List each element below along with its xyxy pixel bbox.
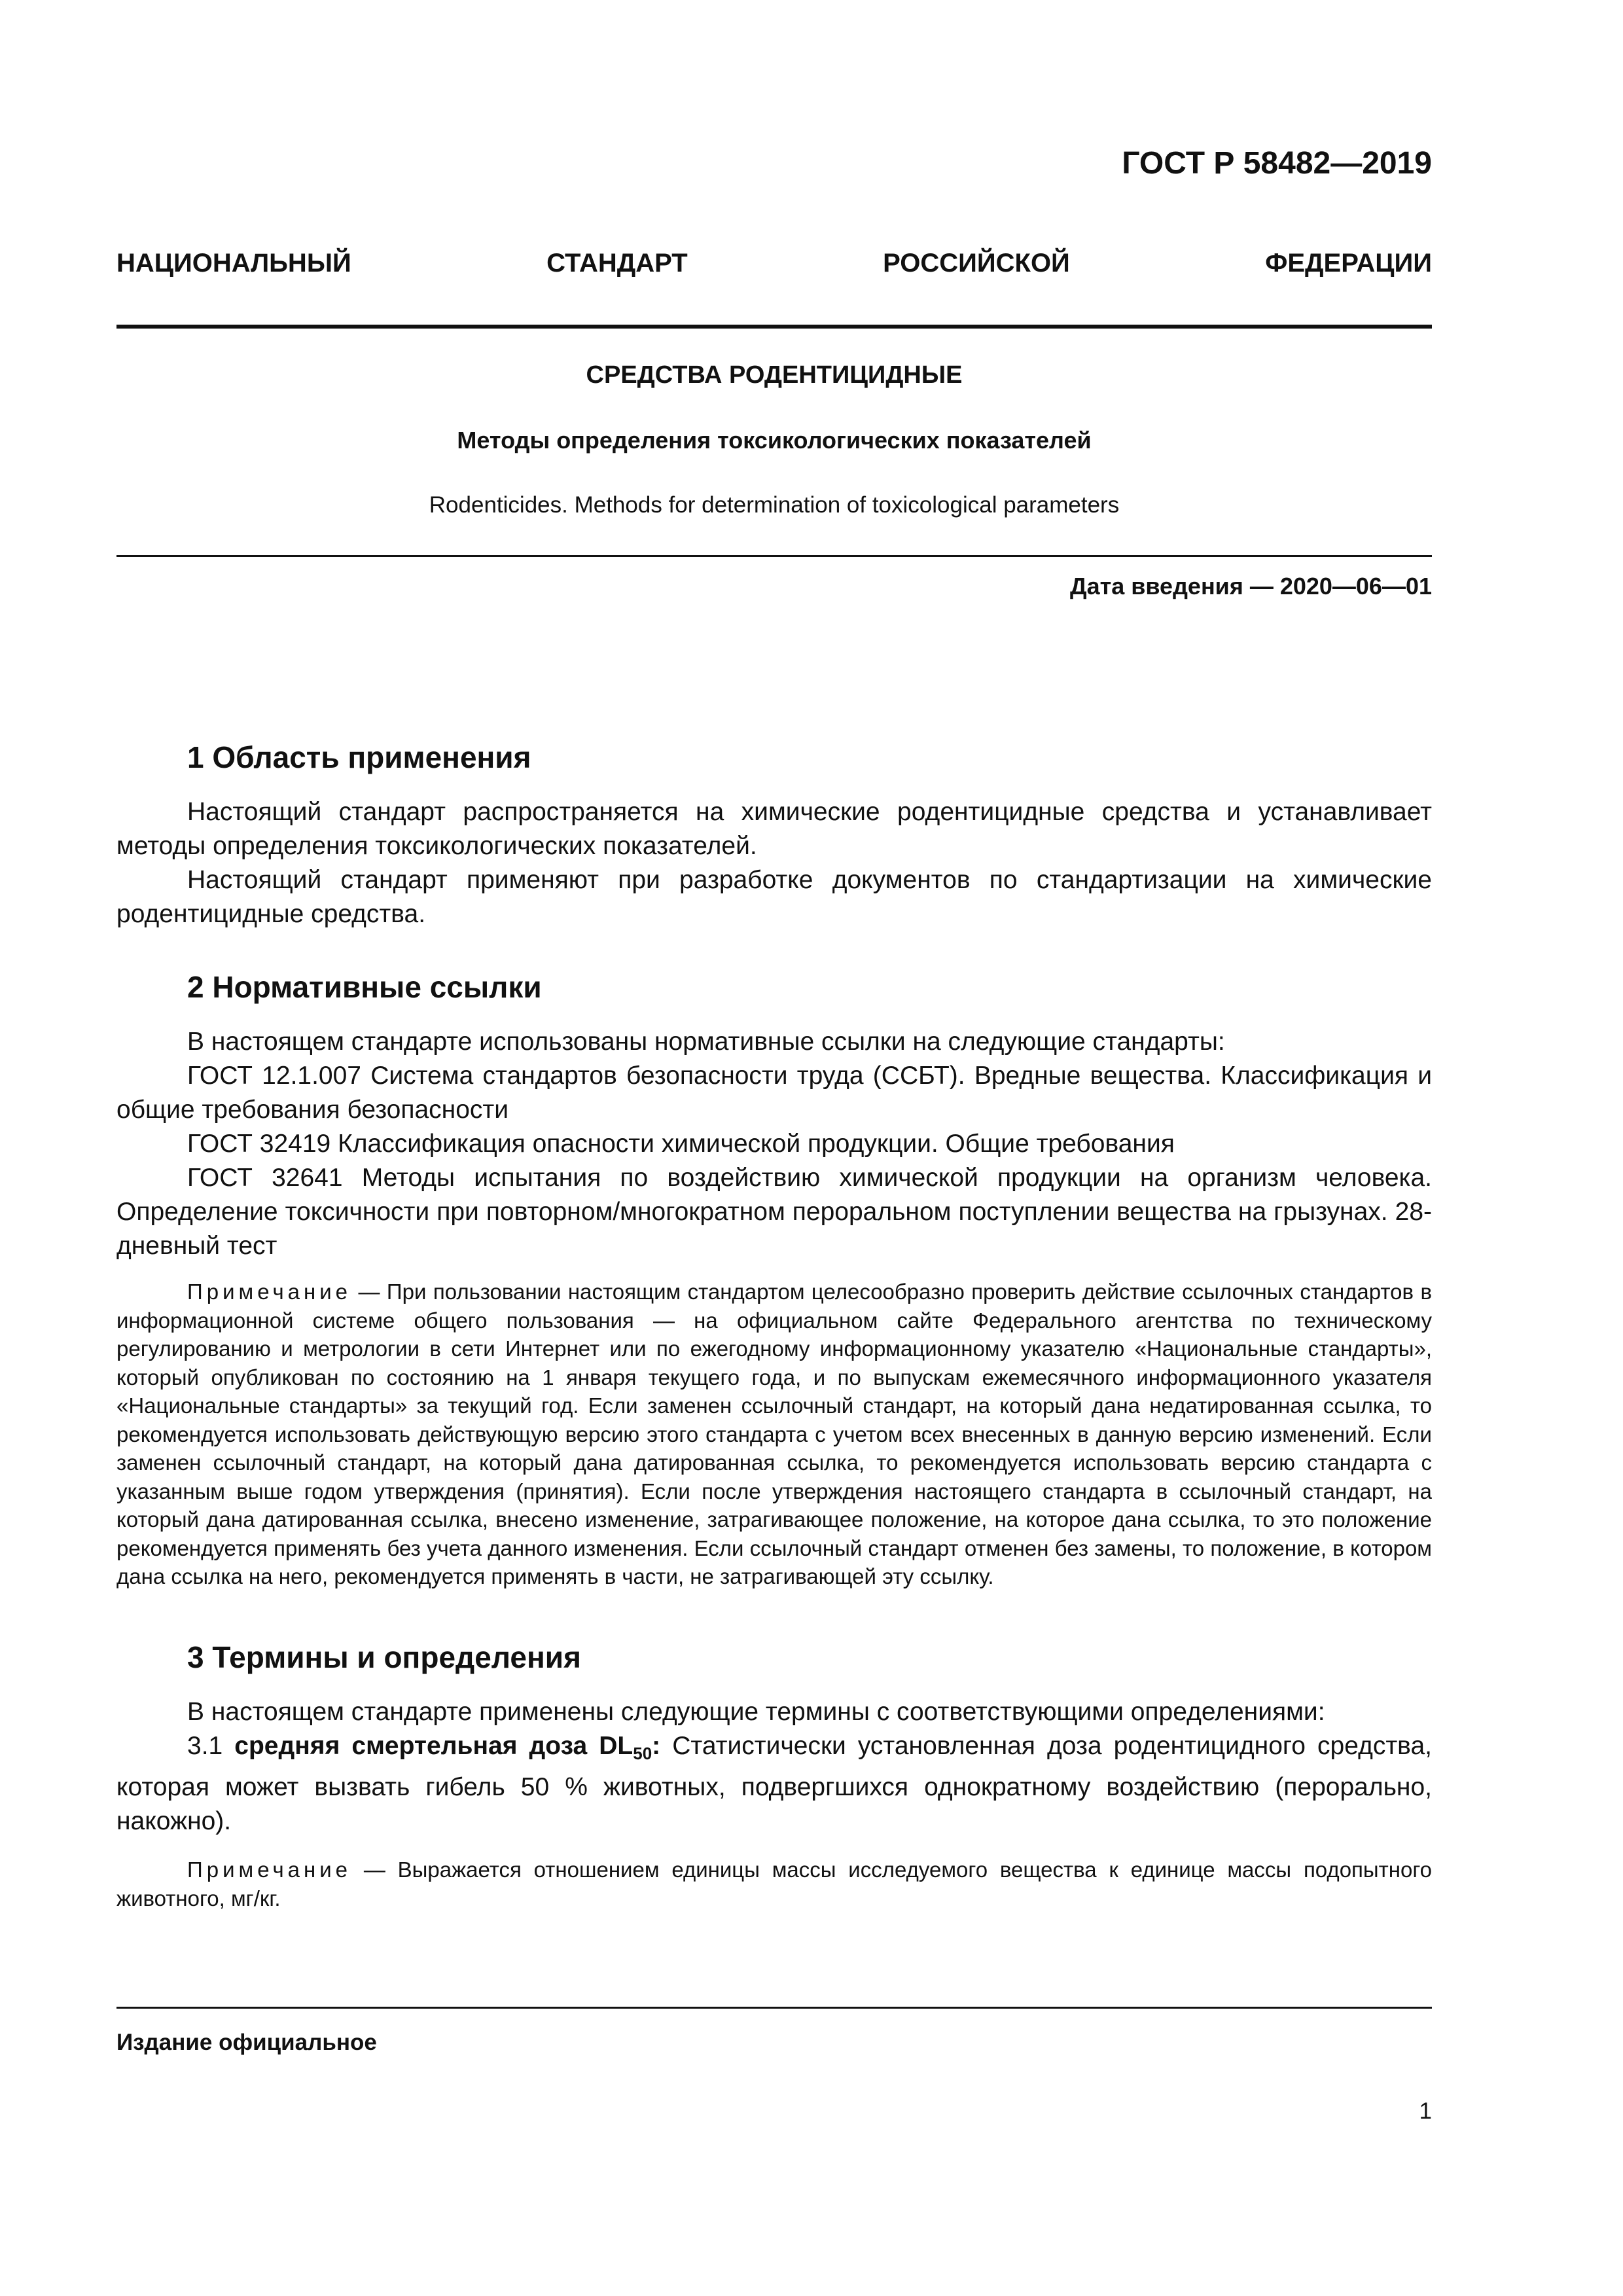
document-subtitle: Методы определения токсикологических показателей (457, 427, 1092, 454)
document-title: СРЕДСТВА РОДЕНТИЦИДНЫЕ (586, 361, 963, 389)
section-heading: 1 Область применения (187, 740, 531, 774)
paragraph: Настоящий стандарт применяют при разработке документов по стандартизации на химические родентицидные средства. (116, 866, 1432, 929)
note-label: Примечание (187, 1280, 352, 1304)
section-scope (116, 740, 1432, 931)
paragraph: В настоящем стандарте применены следующие термины с соответствующими определениями: (187, 1698, 1325, 1727)
note-label: Примечание (187, 1857, 352, 1882)
section-heading: 3 Термины и определения (187, 1640, 581, 1674)
page-number: 1 (1419, 2098, 1432, 2124)
title-divider (116, 555, 1432, 557)
note (116, 1856, 1432, 1912)
section-heading: 2 Нормативные ссылки (187, 970, 542, 1005)
paragraph: Настоящий стандарт распространяется на химические родентицидные средства и устанавливает методы определения токсикологических показателей. (116, 798, 1432, 861)
introduction-date: Дата введения — 2020—06—01 (1069, 573, 1432, 600)
footer-divider (116, 2007, 1432, 2009)
document-title-english: Rodenticides. Methods for determination of toxicological parameters (429, 492, 1120, 518)
gost-number: ГОСТ Р 58482—2019 (1122, 146, 1432, 181)
reference-item: ГОСТ 12.1.007 Система стандартов безопасности труда (ССБТ). Вредные вещества. Классификация и общие требования безопасности (116, 1062, 1432, 1124)
term-colon: : (652, 1732, 661, 1761)
note (116, 1278, 1432, 1591)
term-definition-text: Статистически установленная доза родентицидного средства, которая может вызвать гибель 50 % животных, подвергшихся однократному воздействию (перорально, накожно). (116, 1732, 1432, 1836)
reference-item: ГОСТ 32641 Методы испытания по воздействию химической продукции на организм человека. Определение токсичности при повторном/многократном пероральном поступлении вещества на грызунах. 28-дневный тест (116, 1164, 1432, 1261)
document-page (116, 0, 1432, 2296)
reference-item: ГОСТ 32419 Классификация опасности химической продукции. Общие требования (187, 1130, 1175, 1158)
section-normative-references (116, 969, 1432, 1591)
term-subscript: 50 (633, 1744, 652, 1764)
term-number: 3.1 (187, 1732, 235, 1761)
term-name (234, 1732, 661, 1764)
document-body (116, 740, 1432, 1912)
term-definition (116, 1729, 1432, 1839)
note-text: — Выражается отношением единицы массы исследуемого вещества к единице массы подопытного животного, мг/кг. (116, 1857, 1432, 1910)
section-terms-definitions (116, 1640, 1432, 1912)
header-divider (116, 325, 1432, 329)
note-text: — При пользовании настоящим стандартом целесообразно проверить действие ссылочных стандартов в информационной системе общего пользования — на официальном сайте Федерального агентства по техническому регулированию и метрологии в сети Интернет или по ежегодному информационному указателю «Национальные стандарты», который опубликован по состоянию на 1 января текущего года, и по выпускам ежемесячного информационного указателя «Национальные стандарты» за текущий год. Если заменен ссылочный стандарт, на который дана недатированная ссылка, то рекомендуется использовать действующую версию этого стандарта с учетом всех внесенных в данную версию изменений. Если заменен ссылочный стандарт, на который дана датированная ссылка, то рекомендуется использовать версию стандарта с указанным выше годом утверждения (принятия). Если после утверждения настоящего стандарта в ссылочный стандарт, на который дана датированная ссылка, внесено изменение, затрагивающее положение, на которое дана ссылка, то это положение рекомендуется применять без учета данного изменения. Если ссылочный стандарт отменен без замены, то положение, в котором дана ссылка на него, рекомендуется применять в части, не затрагивающей эту ссылку. (116, 1280, 1432, 1589)
standard-type-header: НАЦИОНАЛЬНЫЙ СТАНДАРТ РОССИЙСКОЙ ФЕДЕРАЦИИ (116, 249, 1432, 278)
term-name-text: средняя смертельная доза DL (234, 1732, 633, 1761)
official-edition-label: Издание официальное (116, 2030, 377, 2055)
paragraph: В настоящем стандарте использованы нормативные ссылки на следующие стандарты: (187, 1028, 1225, 1056)
